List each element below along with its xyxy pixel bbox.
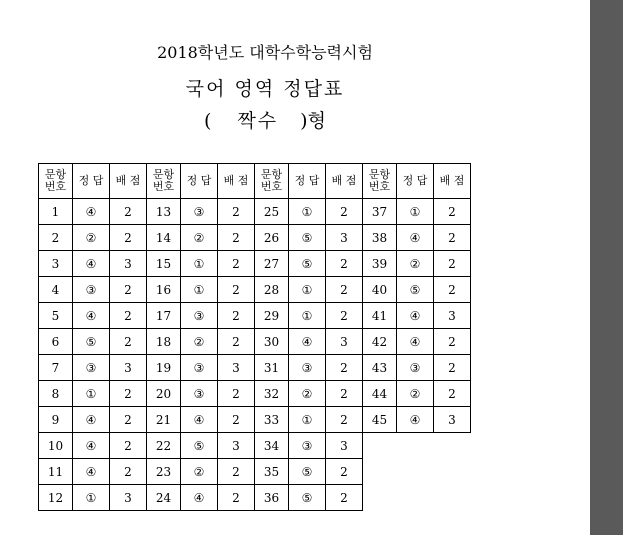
question-number-cell: 2: [39, 225, 73, 251]
question-number-cell: 4: [39, 277, 73, 303]
table-row: [39, 381, 471, 407]
points-cell: 2: [434, 199, 471, 225]
question-number-cell: 37: [363, 199, 397, 225]
points-cell: 3: [434, 303, 471, 329]
question-number-cell: 3: [39, 251, 73, 277]
points-cell: 3: [110, 485, 147, 511]
table-row: [39, 459, 471, 485]
question-number-cell: 19: [147, 355, 181, 381]
points-cell: 2: [218, 303, 255, 329]
question-number-cell: 12: [39, 485, 73, 511]
question-number-cell: 11: [39, 459, 73, 485]
question-number-cell: 38: [363, 225, 397, 251]
points-cell: 2: [110, 199, 147, 225]
question-number-cell: 5: [39, 303, 73, 329]
header-points: 배 점: [326, 164, 363, 199]
answer-cell: ④: [73, 199, 110, 225]
answer-cell: ①: [181, 251, 218, 277]
answer-cell: ④: [289, 329, 326, 355]
answer-cell: ⑤: [73, 329, 110, 355]
points-cell: 3: [326, 329, 363, 355]
points-cell: 2: [218, 381, 255, 407]
question-number-cell: 28: [255, 277, 289, 303]
empty-cell: [363, 459, 397, 485]
question-number-cell: 1: [39, 199, 73, 225]
answer-cell: ④: [397, 225, 434, 251]
answer-cell: ④: [181, 485, 218, 511]
question-number-cell: 15: [147, 251, 181, 277]
points-cell: 3: [326, 433, 363, 459]
points-cell: 3: [326, 225, 363, 251]
points-cell: 2: [326, 407, 363, 433]
answer-cell: ②: [397, 251, 434, 277]
points-cell: 2: [110, 407, 147, 433]
type-paren-close: )형: [300, 110, 326, 132]
header-points: 배 점: [218, 164, 255, 199]
header-answer: 정 답: [73, 164, 110, 199]
question-number-cell: 22: [147, 433, 181, 459]
type-paren-open: (: [204, 110, 212, 132]
points-cell: 2: [326, 251, 363, 277]
answer-cell: ③: [181, 355, 218, 381]
answer-cell: ④: [73, 407, 110, 433]
answer-cell: ④: [73, 303, 110, 329]
answer-cell: ②: [397, 381, 434, 407]
question-number-cell: 18: [147, 329, 181, 355]
question-number-cell: 31: [255, 355, 289, 381]
question-number-cell: 33: [255, 407, 289, 433]
question-number-cell: 14: [147, 225, 181, 251]
answer-cell: ④: [397, 329, 434, 355]
points-cell: 2: [218, 199, 255, 225]
points-cell: 2: [434, 329, 471, 355]
question-number-cell: 35: [255, 459, 289, 485]
question-number-cell: 34: [255, 433, 289, 459]
exam-type-line: [0, 106, 530, 133]
question-number-cell: 10: [39, 433, 73, 459]
points-cell: 2: [326, 199, 363, 225]
points-cell: 2: [110, 433, 147, 459]
answer-cell: ②: [181, 459, 218, 485]
answer-cell: ④: [397, 407, 434, 433]
answer-cell: ④: [397, 303, 434, 329]
question-number-cell: 20: [147, 381, 181, 407]
answer-cell: ⑤: [397, 277, 434, 303]
answer-cell: ④: [73, 459, 110, 485]
header-answer: 정 답: [397, 164, 434, 199]
question-number-cell: 7: [39, 355, 73, 381]
question-number-cell: 9: [39, 407, 73, 433]
points-cell: 2: [218, 459, 255, 485]
question-number-cell: 40: [363, 277, 397, 303]
points-cell: 2: [218, 485, 255, 511]
answer-cell: ①: [73, 381, 110, 407]
answer-cell: ③: [73, 277, 110, 303]
points-cell: 2: [434, 251, 471, 277]
points-cell: 2: [218, 329, 255, 355]
answer-cell: ③: [397, 355, 434, 381]
answer-cell: ②: [181, 225, 218, 251]
points-cell: 2: [218, 407, 255, 433]
question-number-cell: 25: [255, 199, 289, 225]
points-cell: 2: [326, 485, 363, 511]
table-row: [39, 433, 471, 459]
answer-cell: ②: [181, 329, 218, 355]
points-cell: 3: [218, 355, 255, 381]
answer-cell: ②: [289, 381, 326, 407]
answer-cell: ④: [73, 251, 110, 277]
question-number-cell: 8: [39, 381, 73, 407]
empty-cell: [397, 433, 434, 459]
question-number-cell: 21: [147, 407, 181, 433]
empty-cell: [434, 433, 471, 459]
points-cell: 2: [434, 277, 471, 303]
window-side-panel: [590, 0, 623, 535]
question-number-cell: 27: [255, 251, 289, 277]
table-row: [39, 251, 471, 277]
question-number-cell: 42: [363, 329, 397, 355]
empty-cell: [434, 485, 471, 511]
points-cell: 2: [434, 225, 471, 251]
header-points: 배 점: [110, 164, 147, 199]
answer-cell: ①: [73, 485, 110, 511]
points-cell: 2: [110, 303, 147, 329]
points-cell: 2: [218, 251, 255, 277]
points-cell: 2: [110, 329, 147, 355]
header-answer: 정 답: [289, 164, 326, 199]
answer-cell: ⑤: [289, 485, 326, 511]
table-row: [39, 407, 471, 433]
answer-cell: ⑤: [181, 433, 218, 459]
question-number-cell: 26: [255, 225, 289, 251]
points-cell: 2: [110, 277, 147, 303]
points-cell: 2: [326, 381, 363, 407]
table-row: [39, 225, 471, 251]
answer-cell: ③: [181, 381, 218, 407]
answer-cell: ③: [181, 303, 218, 329]
answer-key-title: 국어 영역 정답표: [185, 78, 345, 100]
answer-cell: ④: [73, 433, 110, 459]
header-question-number: 문항 번호: [39, 164, 73, 199]
question-number-cell: 13: [147, 199, 181, 225]
points-cell: 3: [218, 433, 255, 459]
points-cell: 3: [110, 355, 147, 381]
table-row: [39, 303, 471, 329]
points-cell: 2: [326, 459, 363, 485]
answer-cell: ①: [289, 199, 326, 225]
answer-cell: ②: [73, 225, 110, 251]
points-cell: 2: [110, 381, 147, 407]
question-number-cell: 36: [255, 485, 289, 511]
header-question-number: 문항 번호: [255, 164, 289, 199]
points-cell: 2: [110, 459, 147, 485]
question-number-cell: 32: [255, 381, 289, 407]
answer-cell: ⑤: [289, 251, 326, 277]
points-cell: 3: [434, 407, 471, 433]
exam-type-value: 짝수: [237, 110, 279, 132]
points-cell: 2: [326, 277, 363, 303]
points-cell: 2: [326, 303, 363, 329]
table-row: [39, 277, 471, 303]
table-header-row: [39, 164, 471, 199]
table-row: [39, 485, 471, 511]
question-number-cell: 41: [363, 303, 397, 329]
question-number-cell: 30: [255, 329, 289, 355]
question-number-cell: 16: [147, 277, 181, 303]
question-number-cell: 43: [363, 355, 397, 381]
points-cell: 2: [110, 225, 147, 251]
question-number-cell: 45: [363, 407, 397, 433]
empty-cell: [397, 459, 434, 485]
answer-cell: ①: [181, 277, 218, 303]
points-cell: 2: [326, 355, 363, 381]
question-number-cell: 6: [39, 329, 73, 355]
question-number-cell: 17: [147, 303, 181, 329]
question-number-cell: 24: [147, 485, 181, 511]
answer-cell: ③: [289, 355, 326, 381]
answer-cell: ④: [181, 407, 218, 433]
table-row: [39, 355, 471, 381]
question-number-cell: 44: [363, 381, 397, 407]
question-number-cell: 39: [363, 251, 397, 277]
empty-cell: [397, 485, 434, 511]
header-question-number: 문항 번호: [363, 164, 397, 199]
points-cell: 2: [434, 355, 471, 381]
points-cell: 2: [434, 381, 471, 407]
table-row: [39, 199, 471, 225]
answer-cell: ①: [289, 277, 326, 303]
question-number-cell: 29: [255, 303, 289, 329]
header-points: 배 점: [434, 164, 471, 199]
answer-cell: ⑤: [289, 225, 326, 251]
answer-cell: ①: [289, 303, 326, 329]
answer-cell: ③: [181, 199, 218, 225]
answer-key-table: [38, 163, 471, 511]
empty-cell: [434, 459, 471, 485]
points-cell: 2: [218, 277, 255, 303]
empty-cell: [363, 433, 397, 459]
empty-cell: [363, 485, 397, 511]
answer-cell: ③: [289, 433, 326, 459]
points-cell: 2: [218, 225, 255, 251]
answer-cell: ①: [397, 199, 434, 225]
header-question-number: 문항 번호: [147, 164, 181, 199]
header-answer: 정 답: [181, 164, 218, 199]
table-row: [39, 329, 471, 355]
answer-cell: ①: [289, 407, 326, 433]
answer-cell: ③: [73, 355, 110, 381]
answer-cell: ⑤: [289, 459, 326, 485]
exam-year-title: 2018학년도 대학수학능력시험: [157, 43, 373, 62]
points-cell: 3: [110, 251, 147, 277]
question-number-cell: 23: [147, 459, 181, 485]
